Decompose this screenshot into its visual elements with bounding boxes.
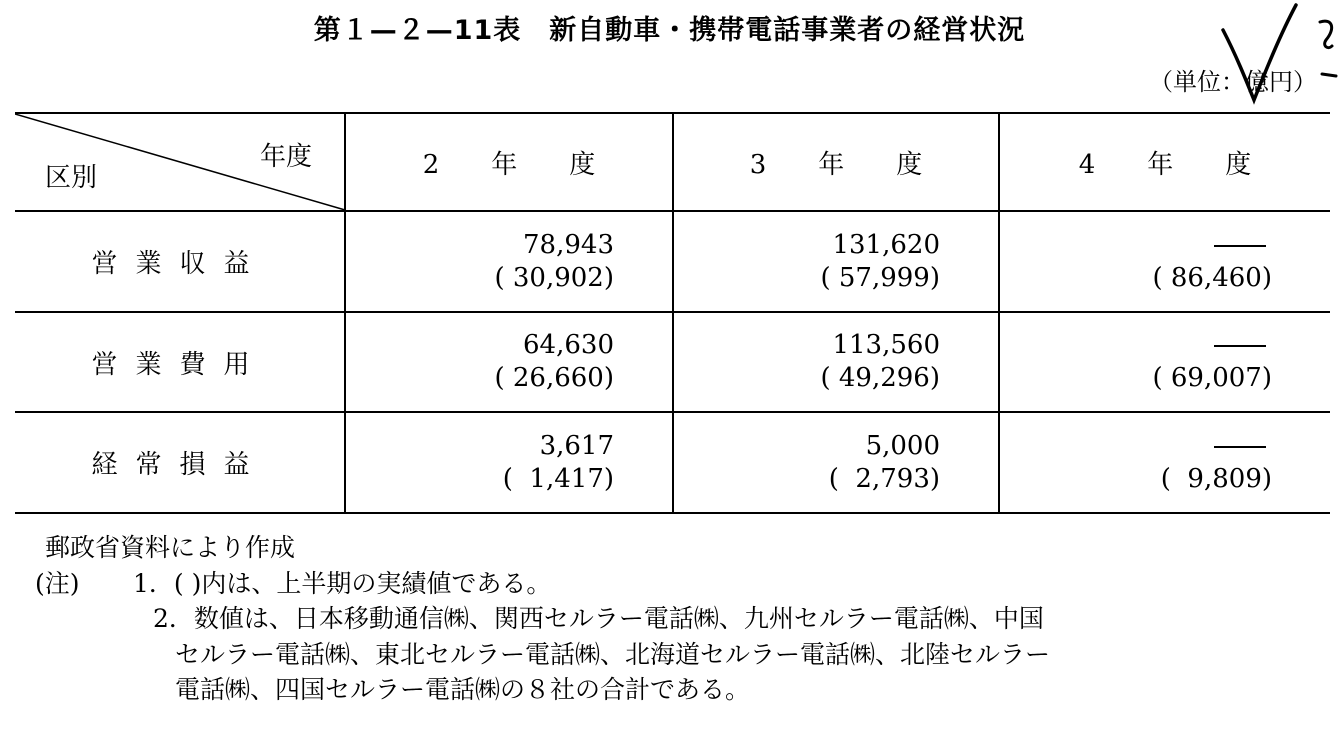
value-main: 78,943	[523, 229, 614, 260]
value-first-half: ( 57,999)	[820, 262, 940, 293]
table-header-row	[15, 113, 1330, 211]
header-year-char: 年	[1147, 149, 1174, 180]
note-2-line-3: 電話㈱、四国セルラー電話㈱の８社の合計である。	[175, 675, 751, 704]
table-title: 第１—２—11表 新自動車・携帯電話事業者の経営状況	[313, 15, 1026, 46]
value-cell	[673, 211, 999, 312]
table-row-operating-revenue	[15, 211, 1330, 312]
table-row-ordinary-profit	[15, 412, 1330, 513]
header-year-number: 3	[749, 149, 767, 180]
header-year-4	[999, 113, 1330, 211]
value-cell	[673, 312, 999, 413]
header-do-char: 度	[1225, 149, 1252, 180]
row-label: 経常損益	[15, 412, 345, 513]
value-main-dash	[1000, 229, 1272, 262]
management-status-table	[15, 112, 1330, 514]
unit-label: （単位：億円）	[1149, 68, 1317, 96]
value-first-half: ( 2,793)	[828, 463, 940, 494]
note-1	[35, 566, 1050, 602]
note-2-line-2: セルラー電話㈱、東北セルラー電話㈱、北海道セルラー電話㈱、北陸セルラー	[175, 639, 1051, 669]
header-do-char: 度	[569, 149, 596, 180]
header-year-char: 年	[818, 149, 845, 180]
dash-mark	[1214, 446, 1266, 448]
header-year-2	[345, 113, 673, 211]
value-main: 131,620	[832, 229, 940, 260]
header-do-char: 度	[896, 149, 923, 180]
value-cell	[999, 412, 1330, 513]
row-label: 営業費用	[15, 312, 345, 413]
note-1-text: 1．( )内は、上半期の実績値である。	[133, 568, 552, 598]
value-main: 5,000	[865, 430, 940, 461]
corner-label-category: 区別	[45, 163, 98, 194]
value-main: 3,617	[539, 430, 614, 461]
value-first-half: ( 9,809)	[1160, 463, 1272, 494]
value-main: 64,630	[523, 330, 614, 361]
header-year-number: 4	[1078, 149, 1096, 180]
value-main-dash	[1000, 430, 1272, 463]
row-label: 営業収益	[15, 211, 345, 312]
value-first-half: ( 30,902)	[494, 262, 614, 293]
note-label: (注)	[35, 568, 80, 598]
notes-section	[35, 530, 1051, 708]
value-cell	[345, 312, 673, 413]
note-2-line-1: 2．数値は、日本移動通信㈱、関西セルラー電話㈱、九州セルラー電話㈱、中国	[153, 604, 1044, 633]
value-main-dash	[1000, 329, 1272, 362]
corner-cell	[15, 113, 345, 211]
value-first-half: ( 26,660)	[494, 363, 614, 394]
value-first-half: ( 86,460)	[1152, 262, 1272, 293]
value-cell	[999, 312, 1330, 413]
value-first-half: ( 1,417)	[502, 463, 614, 494]
value-cell	[999, 211, 1330, 312]
value-first-half: ( 69,007)	[1152, 363, 1272, 394]
dash-mark	[1214, 345, 1266, 347]
header-year-3	[673, 113, 999, 211]
table-row-operating-expenses	[15, 312, 1330, 413]
header-year-number: 2	[422, 149, 440, 180]
value-cell	[345, 412, 673, 513]
value-first-half: ( 49,296)	[820, 363, 940, 394]
value-main: 113,560	[832, 330, 940, 361]
corner-label-year: 年度	[259, 142, 312, 172]
value-cell	[345, 211, 673, 312]
header-year-char: 年	[491, 149, 518, 180]
value-cell	[673, 412, 999, 513]
dash-mark	[1214, 245, 1266, 247]
source-note: 郵政省資料により作成	[45, 533, 296, 562]
